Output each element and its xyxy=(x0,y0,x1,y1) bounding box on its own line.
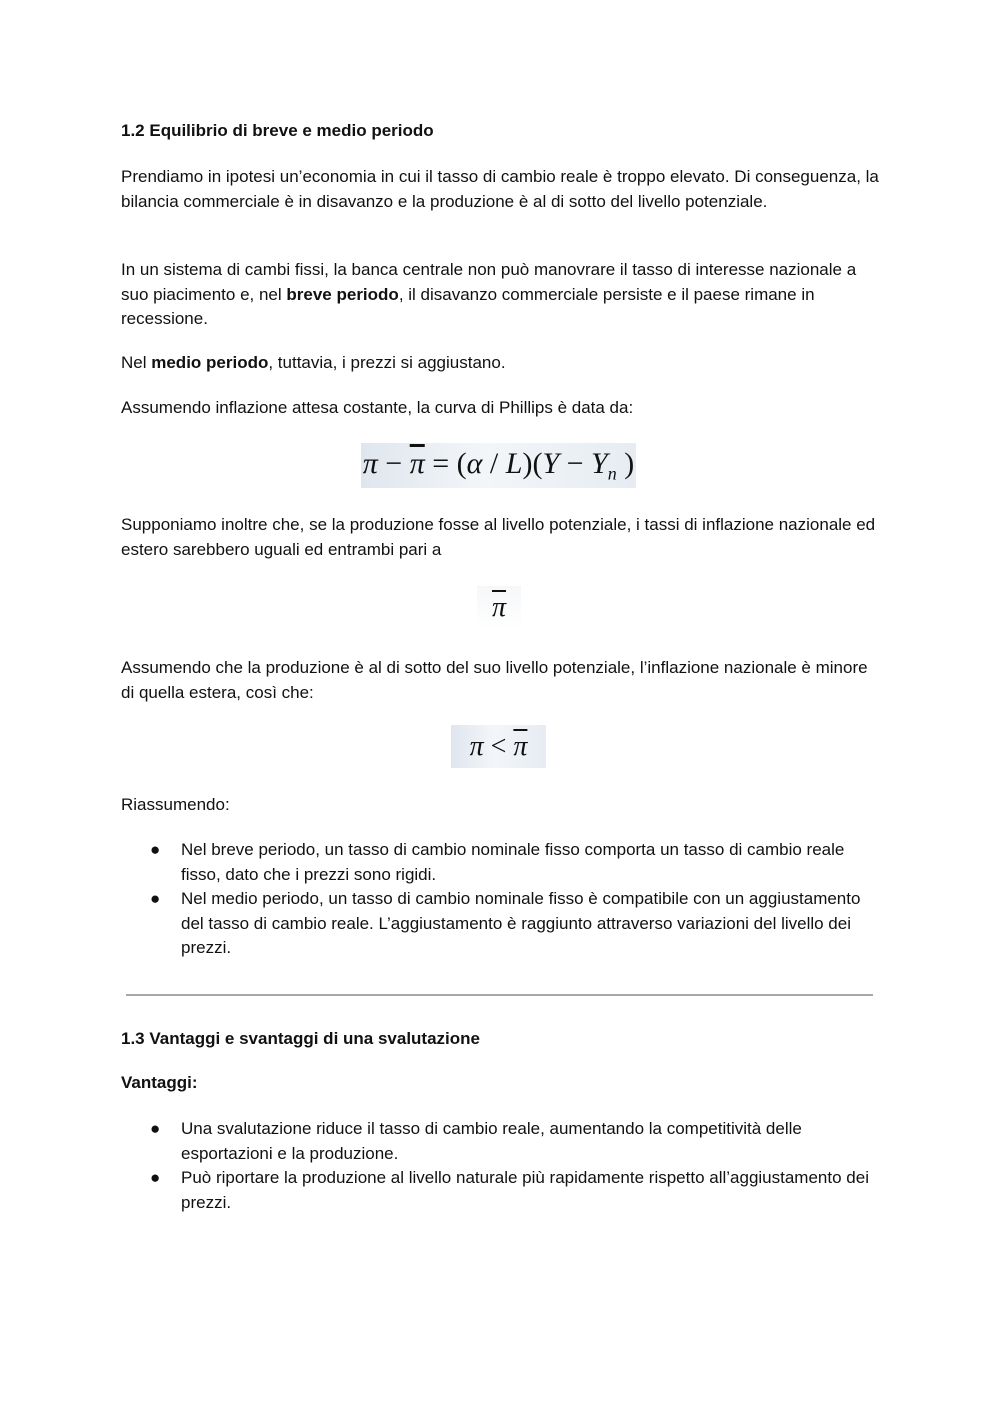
horizontal-divider xyxy=(126,994,873,996)
bullet-icon: ● xyxy=(150,889,161,908)
paragraph-below-potential: Assumendo che la produzione è al di sotto del suo livello potenziale, l’inflazione nazionale è minore di quella estera, così che: xyxy=(121,658,868,702)
list-item xyxy=(150,1166,880,1215)
advantages-subheading: Vantaggi: xyxy=(121,1073,198,1092)
bullet-icon: ● xyxy=(150,840,161,859)
paragraph-phillips: Assumendo inflazione attesa costante, la curva di Phillips è data da: xyxy=(121,398,634,417)
list-item-text: Nel medio periodo, un tasso di cambio nominale fisso è compatibile con un aggiustamento del tasso di cambio reale. L’aggiustamento è raggiunto attraverso variazioni del livello dei prezzi. xyxy=(181,889,861,957)
list-item-text: Una svalutazione riduce il tasso di cambio reale, aumentando la competitività delle esportazioni e la produzione. xyxy=(181,1119,802,1163)
bold-term-short-run: breve periodo xyxy=(286,284,399,304)
list-item-text: Nel breve periodo, un tasso di cambio nominale fisso comporta un tasso di cambio reale fisso, dato che i prezzi sono rigidi. xyxy=(181,840,845,884)
paragraph-fixed-exchange xyxy=(121,258,881,332)
list-item xyxy=(150,1117,880,1166)
section-heading-1-2: 1.2 Equilibrio di breve e medio periodo xyxy=(121,121,434,140)
phillips-curve-equation: $\pi - \overline{\pi} = (\alpha / L)(Y - Y_n$ ) xyxy=(361,443,636,488)
bold-term-medium-run: medio periodo xyxy=(151,353,269,372)
paragraph-assumption: Supponiamo inoltre che, se la produzione fosse al livello potenziale, i tassi di inflazione nazionale ed estero sarebbero uguali ed entrambi pari a xyxy=(121,515,876,559)
paragraph-text: In un sistema di cambi fissi, la banca centrale non può manovrare il tasso di interesse nazionale a suo piacimento e, nel xyxy=(121,260,857,304)
bullet-icon: ● xyxy=(150,1168,161,1187)
advantages-bullet-list xyxy=(150,1117,880,1215)
paragraph-summary-label: Riassumendo: xyxy=(121,795,230,814)
list-item xyxy=(150,838,880,887)
list-item-text: Può riportare la produzione al livello naturale più rapidamente rispetto all’aggiustamento dei prezzi. xyxy=(181,1168,869,1212)
summary-bullet-list xyxy=(150,838,880,961)
paragraph-text: Nel xyxy=(121,353,152,372)
inflation-inequality-formula: $\pi < \overline{\pi}$ xyxy=(451,725,546,768)
bullet-icon: ● xyxy=(150,1119,161,1138)
paragraph-medium-run xyxy=(121,351,881,376)
section-heading-1-3: 1.3 Vantaggi e svantaggi di una svalutazione xyxy=(121,1029,480,1048)
paragraph-text: , il disavanzo commerciale persiste e il paese rimane in recessione. xyxy=(121,284,815,328)
paragraph-text: , tuttavia, i prezzi si aggiustano. xyxy=(268,353,506,372)
list-item xyxy=(150,887,880,961)
paragraph-intro: Prendiamo in ipotesi un’economia in cui il tasso di cambio reale è troppo elevato. Di conseguenza, la bilancia commerciale è in disavanzo e la produzione è al di sotto del livello potenziale. xyxy=(121,167,879,211)
pi-bar-formula: $\overline{\pi}$ xyxy=(477,586,521,629)
